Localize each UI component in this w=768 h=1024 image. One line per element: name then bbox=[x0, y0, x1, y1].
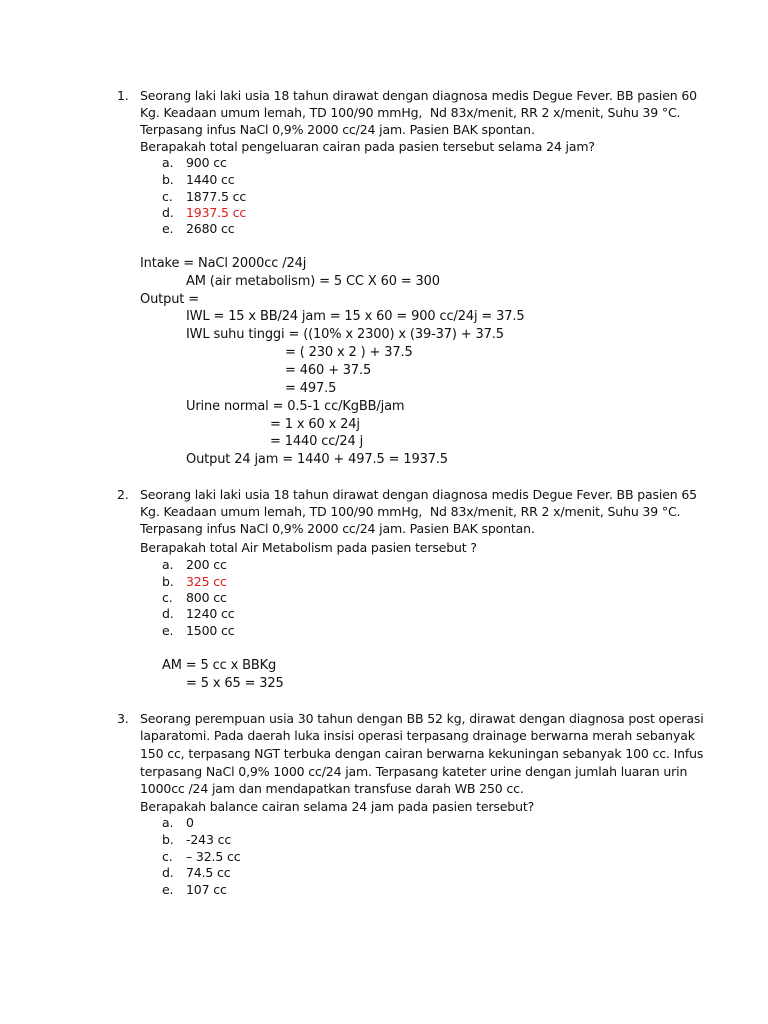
q3-option-text: -243 cc bbox=[186, 832, 232, 847]
q1-text-line: Kg. Keadaan umum lemah, TD 100/90 mmHg, Nd 83x/menit, RR 2 x/menit, Suhu 39 °C. bbox=[140, 105, 681, 120]
q3-text-line: laparatomi. Pada daerah luka insisi operasi terpasang drainage berwarna merah sebanyak bbox=[140, 728, 695, 743]
q1-text-line: Seorang laki laki usia 18 tahun dirawat dengan diagnosa medis Degue Fever. BB pasien 60 bbox=[140, 88, 697, 103]
q1-work-line: AM (air metabolism) = 5 CC X 60 = 300 bbox=[186, 274, 440, 289]
q1-work-line: = ( 230 x 2 ) + 37.5 bbox=[285, 345, 413, 360]
q3-number: 3. bbox=[117, 711, 129, 726]
q3-option-text: – 32.5 cc bbox=[186, 849, 241, 864]
q2-option-text: 800 cc bbox=[186, 590, 227, 605]
q2-correct-option-text: 325 cc bbox=[186, 574, 227, 589]
q1-option-letter: e. bbox=[162, 221, 174, 236]
q1-text-line: Terpasang infus NaCl 0,9% 2000 cc/24 jam. Pasien BAK spontan. bbox=[140, 122, 535, 137]
q1-work-line: = 497.5 bbox=[285, 381, 337, 396]
q2-work-line: = 5 x 65 = 325 bbox=[186, 676, 284, 691]
q1-option-letter: b. bbox=[162, 172, 174, 187]
q2-work-line: AM = 5 cc x BBKg bbox=[162, 658, 277, 673]
q2-option-text: 1240 cc bbox=[186, 606, 235, 621]
q3-option-text: 74.5 cc bbox=[186, 865, 231, 880]
q1-question-line: Berapakah total pengeluaran cairan pada pasien tersebut selama 24 jam? bbox=[140, 139, 595, 154]
q1-option-text: 1440 cc bbox=[186, 172, 235, 187]
q2-text-line: Seorang laki laki usia 18 tahun dirawat dengan diagnosa medis Degue Fever. BB pasien 65 bbox=[140, 487, 697, 502]
q1-work-line: IWL = 15 x BB/24 jam = 15 x 60 = 900 cc/24j = 37.5 bbox=[186, 309, 525, 324]
q2-option-letter: a. bbox=[162, 557, 174, 572]
q3-option-letter: b. bbox=[162, 832, 174, 847]
q1-option-text: 1877.5 cc bbox=[186, 189, 247, 204]
q1-work-line: Output = bbox=[140, 292, 199, 307]
q1-option-text: 900 cc bbox=[186, 155, 227, 170]
q2-option-text: 200 cc bbox=[186, 557, 227, 572]
q3-question-line: Berapakah balance cairan selama 24 jam pada pasien tersebut? bbox=[140, 799, 535, 814]
q2-option-letter: b. bbox=[162, 574, 174, 589]
q1-option-letter: a. bbox=[162, 155, 174, 170]
q2-question-line: Berapakah total Air Metabolism pada pasien tersebut ? bbox=[140, 540, 477, 555]
q2-option-letter: e. bbox=[162, 623, 174, 638]
q1-work-line: = 460 + 37.5 bbox=[285, 363, 372, 378]
q3-option-letter: c. bbox=[162, 849, 173, 864]
q1-work-line: Intake = NaCl 2000cc /24j bbox=[140, 256, 307, 271]
q1-correct-option-text: 1937.5 cc bbox=[186, 205, 247, 220]
q3-option-text: 0 bbox=[186, 815, 194, 830]
q3-text-line: 150 cc, terpasang NGT terbuka dengan cairan berwarna kekuningan sebanyak 100 cc. Infus bbox=[140, 746, 704, 761]
q1-work-line: Urine normal = 0.5-1 cc/KgBB/jam bbox=[186, 399, 405, 414]
q1-work-line: Output 24 jam = 1440 + 497.5 = 1937.5 bbox=[186, 452, 448, 467]
q2-number: 2. bbox=[117, 487, 129, 502]
q3-option-letter: e. bbox=[162, 882, 174, 897]
q3-text-line: Seorang perempuan usia 30 tahun dengan BB 52 kg, dirawat dengan diagnosa post operasi bbox=[140, 711, 704, 726]
q1-work-line: = 1440 cc/24 j bbox=[270, 434, 364, 449]
q1-option-text: 2680 cc bbox=[186, 221, 235, 236]
q2-option-letter: c. bbox=[162, 590, 173, 605]
q2-option-text: 1500 cc bbox=[186, 623, 235, 638]
q1-option-letter: c. bbox=[162, 189, 173, 204]
q3-option-letter: a. bbox=[162, 815, 174, 830]
q3-text-line: terpasang NaCl 0,9% 1000 cc/24 jam. Terpasang kateter urine dengan jumlah luaran urin bbox=[140, 764, 688, 779]
q2-text-line: Terpasang infus NaCl 0,9% 2000 cc/24 jam. Pasien BAK spontan. bbox=[140, 521, 535, 536]
q2-text-line: Kg. Keadaan umum lemah, TD 100/90 mmHg, Nd 83x/menit, RR 2 x/menit, Suhu 39 °C. bbox=[140, 504, 681, 519]
q1-number: 1. bbox=[117, 88, 129, 103]
q3-text-line: 1000cc /24 jam dan mendapatkan transfuse darah WB 250 cc. bbox=[140, 781, 524, 796]
q1-work-line: IWL suhu tinggi = ((10% x 2300) x (39-37) + 37.5 bbox=[186, 327, 504, 342]
q3-option-letter: d. bbox=[162, 865, 174, 880]
q1-work-line: = 1 x 60 x 24j bbox=[270, 417, 360, 432]
q2-option-letter: d. bbox=[162, 606, 174, 621]
q3-option-text: 107 cc bbox=[186, 882, 227, 897]
q1-option-letter: d. bbox=[162, 205, 174, 220]
